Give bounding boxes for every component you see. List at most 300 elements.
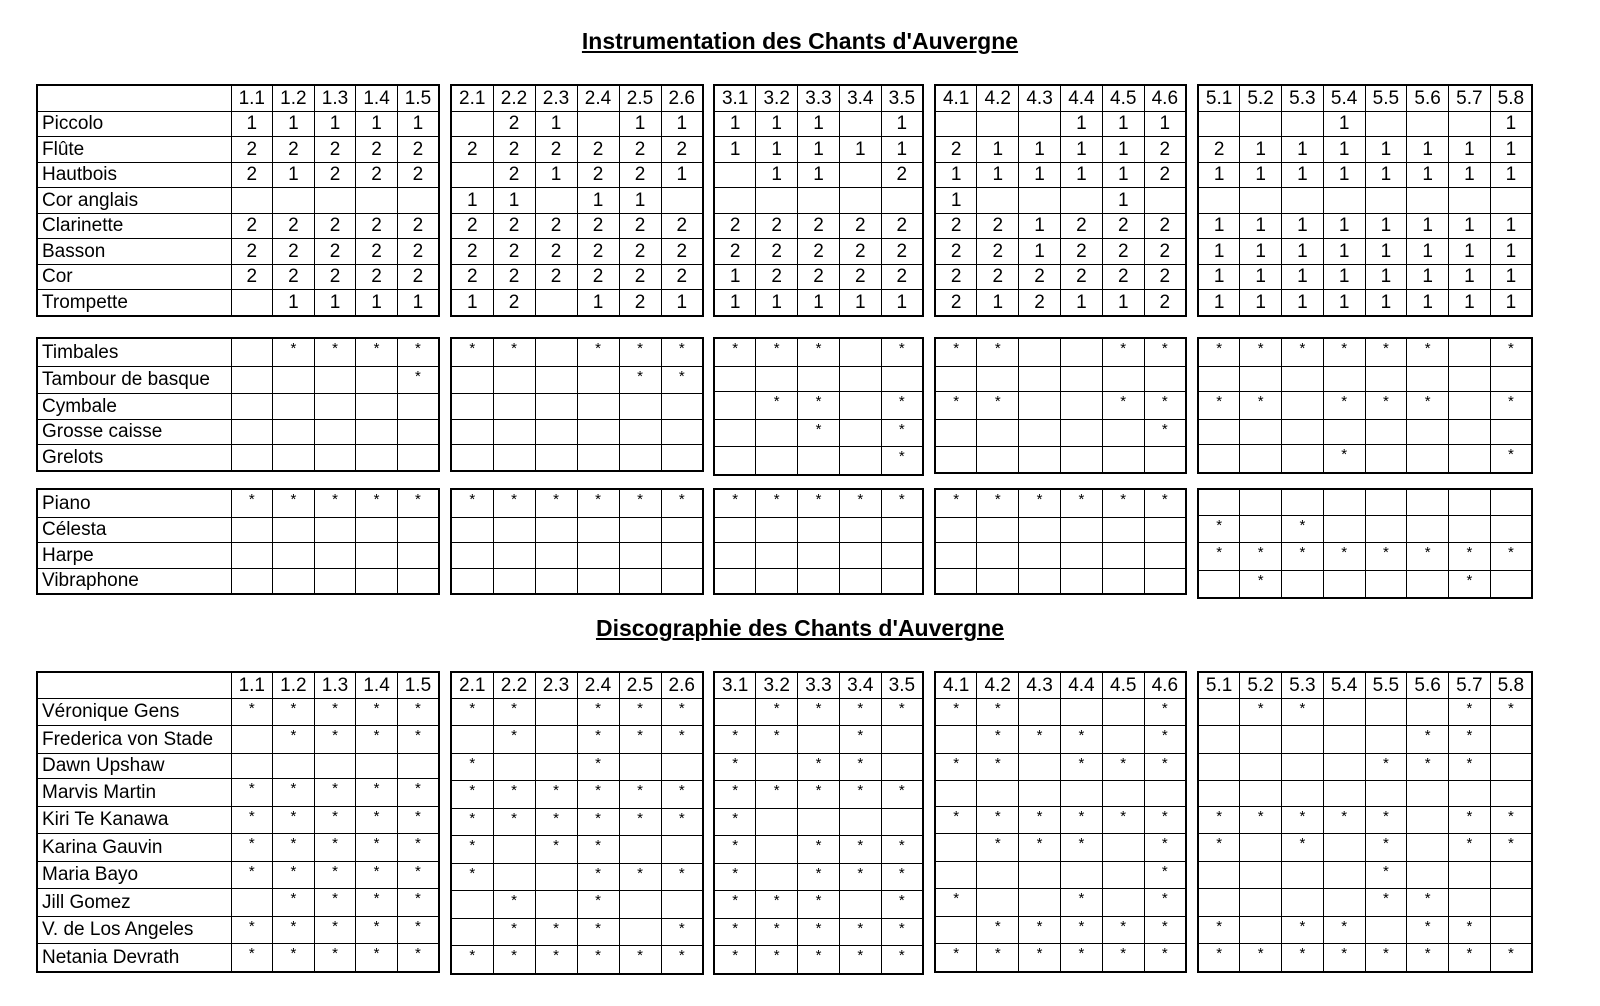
table-row xyxy=(714,946,923,974)
table-cell xyxy=(231,419,273,445)
table-cell: * xyxy=(1449,698,1491,726)
table-row xyxy=(935,366,1186,392)
table-cell: 1 xyxy=(1365,137,1407,163)
table-cell xyxy=(1102,861,1144,889)
table-cell: * xyxy=(1060,889,1102,917)
table-cell xyxy=(356,753,398,779)
table-cell: * xyxy=(1449,543,1491,571)
table-cell xyxy=(1060,543,1102,569)
table-cell: 1 xyxy=(756,290,798,316)
table-cell: * xyxy=(881,781,923,809)
table-cell xyxy=(1240,419,1282,445)
table-cell: * xyxy=(1102,338,1144,366)
table-cell xyxy=(1365,781,1407,807)
table-cell: 1 xyxy=(535,162,577,188)
instrumentation.winds-block-4 xyxy=(934,84,1187,317)
table-cell xyxy=(1365,419,1407,445)
table-cell: 2 xyxy=(356,213,398,239)
table-row xyxy=(37,861,439,889)
table-cell: * xyxy=(661,698,703,726)
table-cell: 1 xyxy=(1323,213,1365,239)
table-cell: * xyxy=(935,889,977,917)
table-cell: * xyxy=(1407,753,1449,781)
table-cell xyxy=(1407,188,1449,214)
table-cell: * xyxy=(493,338,535,366)
table-cell xyxy=(1323,698,1365,726)
table-cell: * xyxy=(577,891,619,919)
table-cell: * xyxy=(1282,806,1324,834)
table-cell xyxy=(231,188,273,214)
table-cell: 1 xyxy=(1449,290,1491,316)
table-cell: 2 xyxy=(839,213,881,239)
table-cell xyxy=(314,753,356,779)
table-row xyxy=(714,419,923,447)
table-cell xyxy=(535,419,577,445)
table-row xyxy=(451,338,703,366)
song-header: 1.2 xyxy=(273,85,315,111)
table-cell: 1 xyxy=(756,137,798,163)
table-cell xyxy=(397,188,439,214)
table-cell xyxy=(1240,366,1282,392)
table-cell xyxy=(356,419,398,445)
table-cell xyxy=(1198,781,1240,807)
table-cell: 1 xyxy=(1490,290,1532,316)
row-label: Maria Bayo xyxy=(37,861,231,889)
table-cell xyxy=(231,394,273,420)
table-row xyxy=(714,543,923,569)
table-cell: 2 xyxy=(1198,137,1240,163)
table-cell: * xyxy=(798,836,840,864)
table-cell xyxy=(1449,111,1491,137)
instrumentation.percussion-block-4 xyxy=(934,337,1187,474)
table-cell xyxy=(1240,515,1282,543)
table-cell: 1 xyxy=(714,111,756,137)
table-cell xyxy=(1490,419,1532,445)
table-cell xyxy=(756,836,798,864)
table-row xyxy=(935,916,1186,944)
discography-block-1 xyxy=(36,671,440,973)
table-cell: * xyxy=(839,698,881,726)
table-cell xyxy=(1365,726,1407,754)
table-cell: * xyxy=(493,946,535,974)
table-cell xyxy=(1060,392,1102,420)
table-cell: * xyxy=(1019,489,1061,517)
table-cell: 2 xyxy=(661,239,703,265)
table-cell: 2 xyxy=(231,239,273,265)
table-row xyxy=(37,188,439,214)
table-cell xyxy=(935,111,977,137)
table-cell: * xyxy=(397,861,439,889)
table-row xyxy=(935,162,1186,188)
table-row xyxy=(1198,137,1532,163)
table-cell: * xyxy=(798,419,840,447)
table-cell xyxy=(798,366,840,392)
table-cell xyxy=(1490,515,1532,543)
table-cell xyxy=(451,445,493,471)
table-cell: * xyxy=(798,392,840,420)
table-cell: 1 xyxy=(1323,162,1365,188)
table-cell: * xyxy=(756,891,798,919)
instrumentation.keyboards-block-4 xyxy=(934,488,1187,595)
table-cell: 1 xyxy=(661,111,703,137)
song-header: 5.6 xyxy=(1407,672,1449,698)
table-cell xyxy=(231,445,273,471)
table-cell: * xyxy=(1060,806,1102,834)
song-header: 5.8 xyxy=(1490,672,1532,698)
table-cell: 2 xyxy=(935,264,977,290)
table-cell: * xyxy=(1449,753,1491,781)
table-cell xyxy=(756,753,798,781)
table-row xyxy=(935,419,1186,447)
table-cell: 1 xyxy=(1323,290,1365,316)
table-cell xyxy=(1060,188,1102,214)
table-cell: 1 xyxy=(1240,290,1282,316)
row-label: Véronique Gens xyxy=(37,698,231,726)
table-row xyxy=(1198,188,1532,214)
song-header: 1.2 xyxy=(273,672,315,698)
table-cell: 2 xyxy=(1144,137,1186,163)
table-cell: 1 xyxy=(1060,290,1102,316)
song-header: 3.5 xyxy=(881,85,923,111)
song-header: 4.6 xyxy=(1144,672,1186,698)
table-cell: * xyxy=(935,392,977,420)
row-label: Piano xyxy=(37,489,231,517)
table-cell: * xyxy=(619,781,661,809)
table-cell: 2 xyxy=(397,137,439,163)
table-cell: * xyxy=(1365,543,1407,571)
table-cell xyxy=(1102,568,1144,594)
table-cell xyxy=(1323,489,1365,515)
table-cell: * xyxy=(314,338,356,366)
table-cell: 2 xyxy=(493,290,535,316)
song-header: 5.3 xyxy=(1282,85,1324,111)
table-cell: * xyxy=(661,338,703,366)
table-cell: * xyxy=(881,698,923,726)
table-cell: * xyxy=(1282,543,1324,571)
table-cell xyxy=(493,445,535,471)
table-row xyxy=(935,517,1186,543)
table-cell: 2 xyxy=(619,213,661,239)
table-cell xyxy=(1198,889,1240,917)
table-cell xyxy=(356,188,398,214)
table-cell: 2 xyxy=(231,162,273,188)
table-cell xyxy=(661,517,703,543)
table-cell xyxy=(273,394,315,420)
table-cell xyxy=(1449,366,1491,392)
table-cell: * xyxy=(1102,916,1144,944)
table-cell: * xyxy=(1490,338,1532,366)
table-row xyxy=(935,543,1186,569)
header-row xyxy=(935,85,1186,111)
table-cell xyxy=(1102,726,1144,754)
table-cell: * xyxy=(314,806,356,834)
table-row xyxy=(1198,489,1532,515)
song-header: 2.6 xyxy=(661,672,703,698)
discography-title: Discographie des Chants d'Auvergne xyxy=(595,615,1005,641)
table-cell xyxy=(1060,366,1102,392)
table-cell xyxy=(1102,517,1144,543)
table-cell: * xyxy=(839,489,881,517)
table-cell xyxy=(935,861,977,889)
table-cell xyxy=(1282,392,1324,420)
table-cell xyxy=(314,419,356,445)
row-label: Tambour de basque xyxy=(37,366,231,394)
table-cell: 1 xyxy=(1282,213,1324,239)
table-row xyxy=(37,944,439,972)
table-cell xyxy=(661,891,703,919)
table-cell xyxy=(535,698,577,726)
song-header: 3.2 xyxy=(756,672,798,698)
table-cell xyxy=(1407,111,1449,137)
table-cell: * xyxy=(881,419,923,447)
table-row xyxy=(935,726,1186,754)
table-cell xyxy=(273,445,315,471)
table-cell: 2 xyxy=(661,264,703,290)
table-row xyxy=(1198,861,1532,889)
table-cell xyxy=(1323,726,1365,754)
table-cell: * xyxy=(977,338,1019,366)
discography-block-4 xyxy=(934,671,1187,973)
table-cell: * xyxy=(1365,861,1407,889)
table-cell: * xyxy=(1449,726,1491,754)
table-cell xyxy=(493,753,535,781)
table-cell: * xyxy=(535,946,577,974)
song-header: 5.1 xyxy=(1198,85,1240,111)
table-cell: 1 xyxy=(756,162,798,188)
table-cell xyxy=(1060,447,1102,473)
table-cell: * xyxy=(798,918,840,946)
table-cell: 1 xyxy=(356,290,398,316)
table-cell xyxy=(756,517,798,543)
table-cell xyxy=(577,111,619,137)
table-row xyxy=(451,517,703,543)
table-cell xyxy=(1490,366,1532,392)
table-cell xyxy=(798,726,840,754)
table-cell xyxy=(1198,366,1240,392)
header-row xyxy=(37,85,439,111)
table-cell: * xyxy=(397,916,439,944)
table-cell: 2 xyxy=(756,239,798,265)
table-cell xyxy=(1449,445,1491,473)
table-cell xyxy=(977,366,1019,392)
row-label: Grosse caisse xyxy=(37,419,231,445)
table-cell: * xyxy=(356,806,398,834)
table-cell: 1 xyxy=(1019,137,1061,163)
table-cell xyxy=(935,447,977,473)
table-row xyxy=(37,806,439,834)
table-cell xyxy=(1449,515,1491,543)
table-cell: 1 xyxy=(1449,162,1491,188)
table-cell xyxy=(935,916,977,944)
table-cell xyxy=(273,568,315,594)
table-cell: 2 xyxy=(451,213,493,239)
table-cell: 1 xyxy=(1449,213,1491,239)
table-cell: * xyxy=(451,338,493,366)
table-cell: 2 xyxy=(661,137,703,163)
table-cell: * xyxy=(231,916,273,944)
song-header: 2.5 xyxy=(619,85,661,111)
table-row xyxy=(451,918,703,946)
table-cell: * xyxy=(314,834,356,862)
table-cell xyxy=(1449,338,1491,366)
table-cell xyxy=(756,366,798,392)
table-cell xyxy=(535,338,577,366)
song-header: 3.4 xyxy=(839,85,881,111)
table-cell: * xyxy=(1019,806,1061,834)
table-cell xyxy=(1449,489,1491,515)
table-cell xyxy=(451,726,493,754)
table-cell xyxy=(1365,188,1407,214)
table-row xyxy=(37,916,439,944)
table-cell: * xyxy=(839,781,881,809)
table-cell: * xyxy=(714,781,756,809)
table-cell: * xyxy=(714,726,756,754)
table-cell xyxy=(1060,698,1102,726)
table-cell: * xyxy=(356,834,398,862)
table-cell: * xyxy=(1144,338,1186,366)
table-cell: * xyxy=(661,918,703,946)
table-cell: * xyxy=(839,753,881,781)
table-cell: 2 xyxy=(798,213,840,239)
table-cell xyxy=(1282,861,1324,889)
table-row xyxy=(1198,570,1532,598)
table-cell xyxy=(1282,419,1324,445)
row-label: Marvis Martin xyxy=(37,779,231,807)
table-cell xyxy=(1144,568,1186,594)
table-cell: * xyxy=(798,753,840,781)
song-header: 5.6 xyxy=(1407,85,1449,111)
table-cell: 1 xyxy=(273,162,315,188)
table-cell xyxy=(356,394,398,420)
table-row xyxy=(451,836,703,864)
table-cell xyxy=(397,568,439,594)
table-cell: * xyxy=(798,781,840,809)
table-cell: 1 xyxy=(451,188,493,214)
table-cell xyxy=(935,543,977,569)
table-cell xyxy=(314,517,356,543)
table-cell: * xyxy=(535,918,577,946)
table-cell: 1 xyxy=(1323,111,1365,137)
table-cell: * xyxy=(397,779,439,807)
song-header: 3.3 xyxy=(798,85,840,111)
table-cell: * xyxy=(535,781,577,809)
table-cell xyxy=(1060,419,1102,447)
table-cell: * xyxy=(314,916,356,944)
table-cell: 1 xyxy=(798,137,840,163)
table-row xyxy=(714,447,923,475)
table-cell xyxy=(1019,392,1061,420)
table-row xyxy=(451,568,703,594)
table-cell: * xyxy=(756,338,798,366)
table-cell: 2 xyxy=(231,137,273,163)
table-cell xyxy=(935,517,977,543)
table-row xyxy=(1198,392,1532,420)
table-cell: 1 xyxy=(1365,213,1407,239)
table-cell: 1 xyxy=(1144,111,1186,137)
table-cell xyxy=(881,517,923,543)
table-row xyxy=(37,726,439,754)
table-cell: * xyxy=(356,338,398,366)
table-cell: * xyxy=(756,392,798,420)
table-cell: * xyxy=(1323,445,1365,473)
table-cell xyxy=(535,753,577,781)
table-row xyxy=(935,889,1186,917)
table-cell: * xyxy=(756,918,798,946)
table-cell xyxy=(1144,543,1186,569)
table-cell: * xyxy=(535,836,577,864)
table-row xyxy=(714,213,923,239)
table-cell: * xyxy=(1240,698,1282,726)
table-row xyxy=(714,137,923,163)
table-cell: * xyxy=(1198,944,1240,972)
table-row xyxy=(714,264,923,290)
table-cell: * xyxy=(839,726,881,754)
table-row xyxy=(714,891,923,919)
table-cell: * xyxy=(661,808,703,836)
table-cell: 2 xyxy=(1060,264,1102,290)
song-header: 1.1 xyxy=(231,672,273,698)
table-cell: 1 xyxy=(1019,213,1061,239)
table-cell xyxy=(881,568,923,594)
table-cell: 2 xyxy=(314,239,356,265)
table-cell xyxy=(661,568,703,594)
table-cell xyxy=(1490,781,1532,807)
table-cell xyxy=(493,517,535,543)
table-cell: * xyxy=(935,489,977,517)
instrumentation.percussion-block-2 xyxy=(450,337,704,472)
table-cell: * xyxy=(839,918,881,946)
song-header: 4.1 xyxy=(935,85,977,111)
table-cell: * xyxy=(273,338,315,366)
table-cell xyxy=(839,543,881,569)
song-header: 5.1 xyxy=(1198,672,1240,698)
table-cell: 1 xyxy=(977,137,1019,163)
song-header: 4.4 xyxy=(1060,672,1102,698)
table-cell: 2 xyxy=(619,137,661,163)
table-cell xyxy=(314,394,356,420)
table-cell: 1 xyxy=(577,290,619,316)
table-cell: * xyxy=(1490,543,1532,571)
table-cell: * xyxy=(231,489,273,517)
table-cell: * xyxy=(619,366,661,394)
table-row xyxy=(1198,889,1532,917)
table-cell xyxy=(1240,726,1282,754)
table-cell xyxy=(1019,568,1061,594)
table-row xyxy=(714,863,923,891)
table-cell xyxy=(1323,861,1365,889)
table-cell: 1 xyxy=(619,188,661,214)
table-row xyxy=(451,781,703,809)
song-header: 2.5 xyxy=(619,672,661,698)
table-cell xyxy=(1323,834,1365,862)
table-cell: * xyxy=(1282,698,1324,726)
header-row xyxy=(714,672,923,698)
table-row xyxy=(37,753,439,779)
table-cell xyxy=(798,568,840,594)
table-row xyxy=(451,698,703,726)
table-cell xyxy=(1282,753,1324,781)
table-row xyxy=(1198,338,1532,366)
table-cell: * xyxy=(1144,726,1186,754)
table-cell xyxy=(1019,111,1061,137)
table-cell: * xyxy=(1407,889,1449,917)
song-header: 5.7 xyxy=(1449,85,1491,111)
header-row xyxy=(714,85,923,111)
table-row xyxy=(935,111,1186,137)
table-cell: 1 xyxy=(273,111,315,137)
table-row xyxy=(714,808,923,836)
table-cell: 1 xyxy=(839,290,881,316)
